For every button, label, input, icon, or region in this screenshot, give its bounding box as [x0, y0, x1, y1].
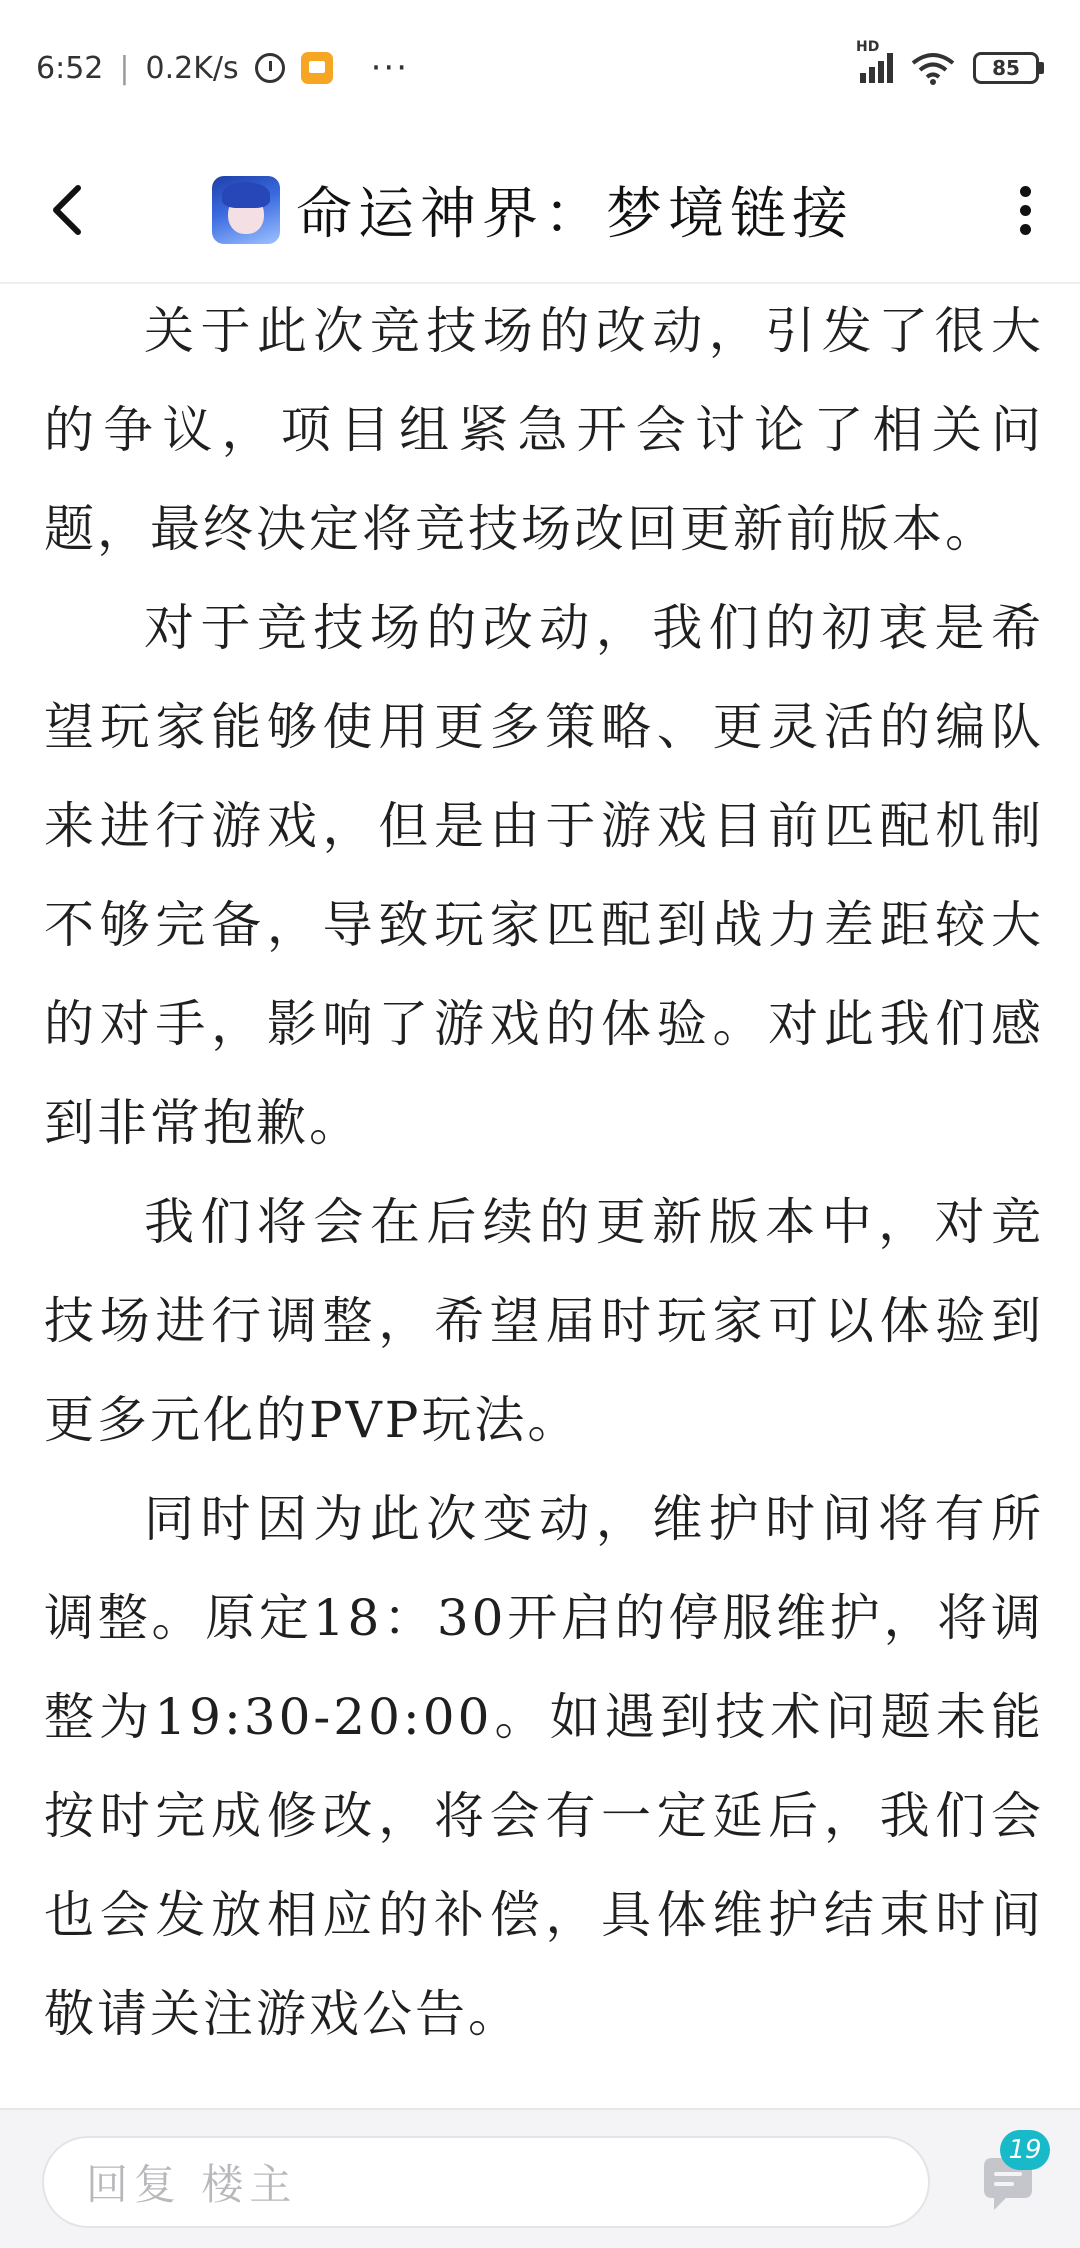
back-button[interactable] [36, 176, 96, 244]
page-title: 命运神界：梦境链接 [296, 182, 854, 247]
paragraph: 同时因为此次变动，维护时间将有所调整。原定18：30开启的停服维护，将调整为19:30-20:00。如遇到技术问题未能按时完成修改，将会有一定延后，我们会也会发放相应的补偿，具体维护结束时间敬请关注游戏公告。 [44, 1490, 1044, 2043]
battery-level: 85 [973, 52, 1039, 84]
wifi-icon [911, 51, 955, 85]
status-time: 6:52 [36, 50, 104, 86]
more-notifications-icon: ··· [370, 48, 410, 88]
post-content [44, 282, 1044, 2064]
alarm-icon [255, 53, 285, 83]
header-title-group [212, 170, 854, 250]
status-right [856, 39, 1044, 85]
comment-count-badge: 19 [1000, 2130, 1050, 2170]
paragraph: 我们将会在后续的更新版本中，对竞技场进行调整，希望届时玩家可以体验到更多元化的PVP玩法。 [44, 1193, 1044, 1449]
paragraph: 对于竞技场的改动，我们的初衷是希望玩家能够使用更多策略、更灵活的编队来进行游戏，但是由于游戏目前匹配机制不够完备，导致玩家匹配到战力差距较大的对手，影响了游戏的体验。对此我们感到非常抱歉。 [44, 599, 1044, 1152]
status-left [36, 48, 409, 88]
network-speed: 0.2K/s [145, 50, 239, 86]
back-arrow-icon [48, 182, 84, 238]
more-options-button[interactable] [1000, 176, 1050, 244]
dot-icon [1020, 186, 1031, 197]
reply-input[interactable]: 回复 楼主 [42, 2136, 930, 2228]
game-avatar[interactable] [212, 176, 280, 244]
dot-icon [1020, 205, 1031, 216]
battery-icon [973, 52, 1044, 84]
notification-app-icon [301, 52, 333, 84]
status-separator: | [119, 50, 130, 86]
reply-bar [0, 2108, 1080, 2248]
signal-hd-label: HD [856, 39, 880, 55]
dot-icon [1020, 224, 1031, 235]
app-header [0, 136, 1080, 284]
status-bar [0, 0, 1080, 136]
cellular-signal-icon [856, 39, 893, 83]
paragraph: 关于此次竞技场的改动，引发了很大的争议，项目组紧急开会讨论了相关问题，最终决定将竞技场改回更新前版本。 [44, 302, 1044, 558]
